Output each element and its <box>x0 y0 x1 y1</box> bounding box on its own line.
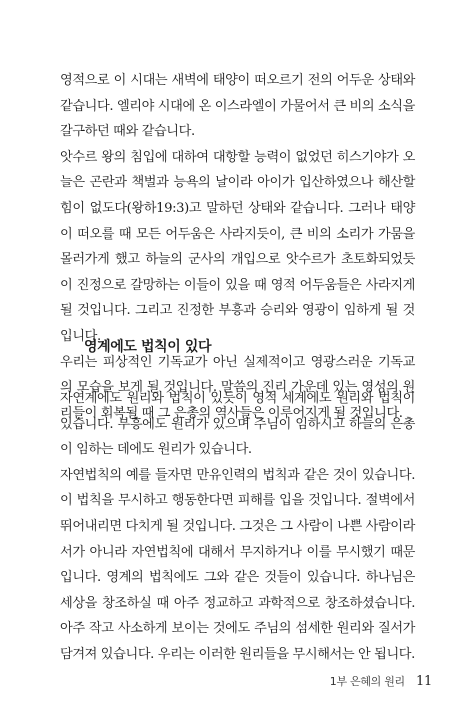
footer-section-title: 은혜의 원리 <box>350 675 405 688</box>
section-heading: 영계에도 법칙이 있다 <box>84 339 212 355</box>
body-text-top <box>60 68 415 426</box>
footer-part: 1부 <box>329 675 347 688</box>
paragraph: 우리는 피상적인 기독교가 아닌 실제적이고 영광스러운 기독교의 모습을 보게 될 것입니다. 말씀의 진리 가운데 있는 영성의 원리들이 회복될 때 그 은총의 역사들은 이루어지게 될 것입니다. <box>60 354 415 421</box>
paragraph: 영적으로 이 시대는 새벽에 태양이 떠오르기 전의 어두운 상태와 같습니다. 엘리야 시대에 온 이스라엘이 가물어서 큰 비의 소식을 갈구하던 때와 같습니다. <box>60 73 415 140</box>
page-number: 11 <box>416 674 432 689</box>
running-footer <box>330 673 432 689</box>
paragraph: 자연계에도 원리와 법칙이 있듯이 영적 세계에도 원리와 법칙이 있습니다. 부흥에도 원리가 있으며 주님이 임하시고 하늘의 은총이 임하는 데에도 원리가 있습니다. <box>60 391 415 458</box>
paragraph: 앗수르 왕의 침입에 대하여 대항할 능력이 없었던 히스기야가 오늘은 곤란과 책벌과 능욕의 날이라 아이가 입산하였으나 해산할 힘이 없도다(왕하19:3)고 말하던 상태와 같습니다. 그러나 태양이 떠오를 때 모든 어두움은 사라지듯이, 큰 비의 소리가 가뭄을 몰러가게 했고 하늘의 군사의 개입으로 앗수르가 초토화되었듯이 진정으로 갈망하는 이들이 있을 때 영적 어두움들은 사라지게 될 것입니다. 그리고 진정한 부흥과 승리와 영광이 임하게 될 것입니다. <box>60 149 415 344</box>
body-text-bottom <box>60 386 415 668</box>
paragraph: 자연법칙의 예를 들자면 만유인력의 법칙과 같은 것이 있습니다. 이 법칙을 무시하고 행동한다면 피해를 입을 것입니다. 절벽에서 뛰어내리면 다치게 될 것입니다. 그것은 그 사람이 나쁜 사람이라서가 아니라 자연법칙에 대해서 무지하거나 이를 무시했기 때문입니다. 영계의 법칙에도 그와 같은 것들이 있습니다. 하나님은 세상을 창조하실 때 아주 정교하고 과학적으로 창조하셨습니다. 아주 작고 사소하게 보이는 것에도 주님의 섬세한 원리와 질서가 담겨져 있습니다. 우리는 이러한 원리들을 무시해서는 안 됩니다. <box>60 467 415 662</box>
footer-part-label <box>330 675 405 688</box>
